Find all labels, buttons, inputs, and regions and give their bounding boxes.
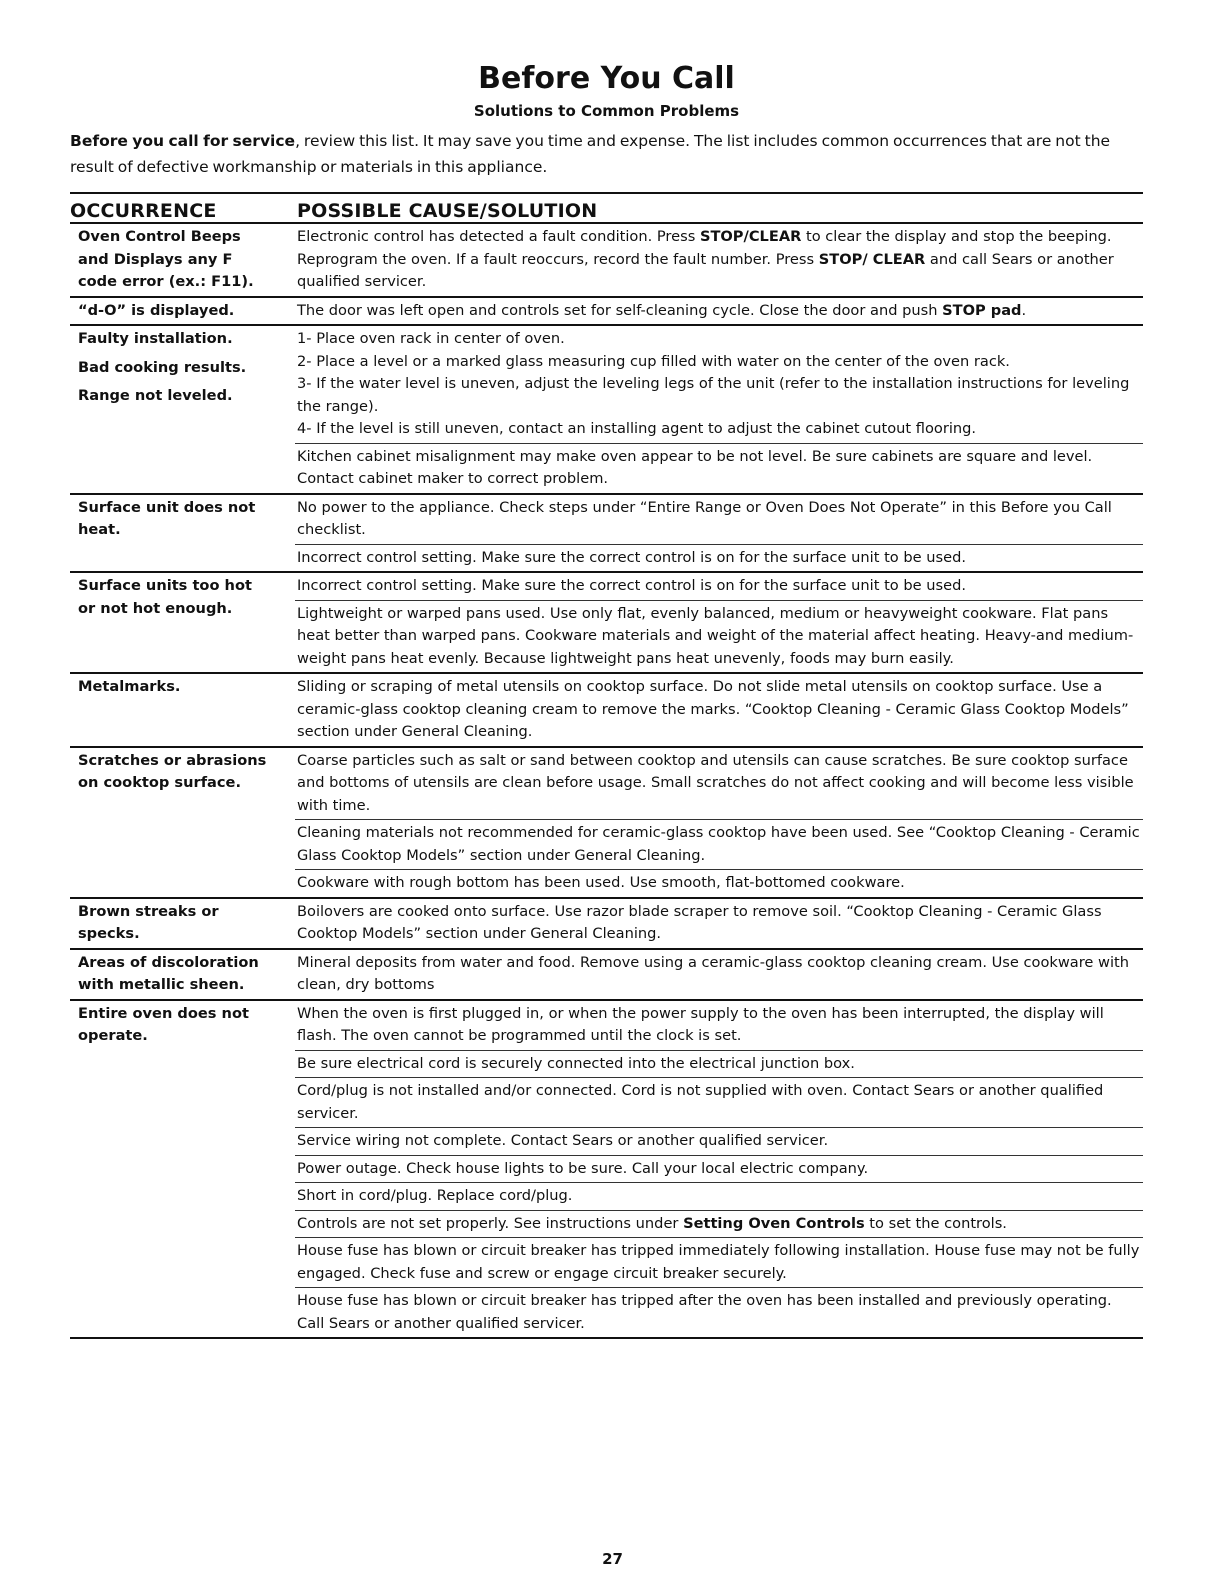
solution-emphasis: STOP pad [942,301,1022,319]
intro-paragraph [70,128,1143,180]
occurrence-text: with metallic sheen. [78,976,245,993]
solution-cell [295,1078,1143,1128]
occurrence-text: Surface units too hot [78,577,252,594]
solution-cell [295,820,1143,870]
solution-emphasis: STOP/ CLEAR [818,250,926,268]
occurrence-text: Areas of discoloration [78,953,259,971]
table-row [70,1000,1143,1051]
table-row [70,572,1143,600]
solution-cell [295,572,1143,600]
table-row [70,223,1143,297]
solution-cell [295,1000,1143,1051]
occurrence-cell [70,572,295,673]
solution-text: No power to the appliance. Check steps under “Entire Range or Oven Does Not Operate” in this Before you Call checklist. [297,498,1112,538]
solution-text: to clear the display and stop the beeping. Reprogram the oven. If a fault reoccurs, record the fault number. Press [297,228,1112,268]
table-row [70,949,1143,1000]
solution-step: 2- Place a level or a marked glass measuring cup filled with water on the center of the oven rack. [297,352,1010,370]
occurrence-text: Brown streaks or [78,902,219,920]
solution-cell [295,600,1143,673]
column-header-occurrence: OCCURRENCE [70,193,295,223]
solution-text: When the oven is first plugged in, or when the power supply to the oven has been interrupted, the display will flash. The oven cannot be programmed until the clock is set. [297,1004,1104,1044]
solution-text: Lightweight or warped pans used. Use only flat, evenly balanced, medium or heavyweight cookware. Flat pans heat better than warped pans. Cookware materials and weight of the material affect heating. Heavy-and medium- weight pans heat evenly. Because lightweight pans heat unevenly, foods may burn easily. [297,604,1134,667]
solution-cell [295,1288,1143,1339]
occurrence-text: or not hot enough. [78,599,233,617]
occurrence-cell [70,673,295,747]
solution-text: Sliding or scraping of metal utensils on cooktop surface. Do not slide metal utensils on cooktop surface. Use a ceramic-glass cooktop cleaning cream to remove the marks. “Cooktop Cleaning - Ceramic Glass Cooktop Models” section under General Cleaning. [297,678,1129,740]
solution-text: House fuse has blown or circuit breaker has tripped after the oven has been installed and previously operating. Call Sears or another qualified servicer. [297,1292,1112,1332]
occurrence-text: operate. [78,1027,148,1044]
occurrence-text: Bad cooking results. [78,358,247,376]
occurrence-text: Oven Control Beeps [78,228,241,245]
solution-text: Boilovers are cooked onto surface. Use razor blade scraper to remove soil. “Cooktop Cleaning - Ceramic Glass Cooktop Models” section under General Cleaning. [297,902,1102,942]
page-subtitle: Solutions to Common Problems [473,102,740,120]
occurrence-text: Surface unit does not [78,498,256,516]
solution-cell [295,870,1143,898]
solution-text: Incorrect control setting. Make sure the correct control is on for the surface unit to be used. [297,548,966,566]
occurrence-cell [70,297,295,326]
intro-lead: Before you call for service [70,132,296,150]
solution-cell [295,494,1143,545]
solution-text: Electronic control has detected a fault condition. Press [297,228,700,245]
table-row [70,494,1143,545]
occurrence-text: Entire oven does not [78,1004,249,1022]
solution-cell [295,223,1143,297]
solution-text: Cookware with rough bottom has been used. Use smooth, flat-bottomed cookware. [297,874,905,891]
occurrence-cell [70,1000,295,1339]
page-title: Before You Call [478,61,735,96]
occurrence-cell [70,949,295,1000]
solution-text: to set the controls. [864,1214,1007,1232]
solution-cell [295,949,1143,1000]
occurrence-text: Scratches or abrasions [78,751,267,769]
solution-cell [295,1238,1143,1288]
solution-text: Controls are not set properly. See instructions under [297,1214,684,1232]
occurrence-text: Metalmarks. [78,678,181,695]
solution-step: 1- Place oven rack in center of oven. [297,330,565,347]
page-number: 27 [602,1550,623,1568]
occurrence-text: Faulty installation. [78,330,233,347]
solution-text: Coarse particles such as salt or sand between cooktop and utensils can cause scratches. Be sure cooktop surface and bottoms of utensils are clean before usage. Small scratches do not affect cooking and will become less visible with time. [297,751,1134,814]
solution-cell [295,443,1143,494]
occurrence-text: specks. [78,925,140,942]
solution-step: 4- If the level is still uneven, contact an installing agent to adjust the cabinet cutout flooring. [297,420,977,437]
table-row [70,325,1143,443]
table-row [70,898,1143,949]
solution-cell [295,898,1143,949]
column-header-solution: POSSIBLE CAUSE/SOLUTION [295,193,1143,223]
solution-cell [295,1128,1143,1156]
solution-cell [295,747,1143,820]
table-body [70,223,1143,1338]
occurrence-text: “d-O” is displayed. [78,301,235,319]
occurrence-text: heat. [78,521,121,538]
solution-text: Be sure electrical cord is securely connected into the electrical junction box. [297,1054,855,1072]
table-row [70,747,1143,820]
occurrence-text: on cooktop surface. [78,774,241,791]
solution-text: Kitchen cabinet misalignment may make oven appear to be not level. Be sure cabinets are square and level. Contact cabinet maker to correct problem. [297,447,1093,487]
troubleshooting-table [70,192,1143,1339]
solution-cell [295,673,1143,747]
solution-text: The door was left open and controls set for self-cleaning cycle. Close the door and push [297,301,943,319]
solution-cell [295,544,1143,572]
table-header-row [70,193,1143,223]
solution-cell [295,1183,1143,1211]
occurrence-text: and Displays any F [78,250,233,268]
solution-text: Service wiring not complete. Contact Sears or another qualified servicer. [297,1132,829,1149]
solution-text: Cord/plug is not installed and/or connected. Cord is not supplied with oven. Contact Sears or another qualified servicer. [297,1082,1104,1122]
solution-text: House fuse has blown or circuit breaker has tripped immediately following installation. House fuse may not be fully engaged. Check fuse and screw or engage circuit breaker securely. [297,1242,1140,1282]
table-row [70,297,1143,326]
solution-text: Short in cord/plug. Replace cord/plug. [297,1187,573,1204]
solution-text: Mineral deposits from water and food. Remove using a ceramic-glass cooktop cleaning cream. Use cookware with clean, dry bottoms [297,953,1129,993]
table-row [70,673,1143,747]
solution-cell [295,1050,1143,1078]
solution-emphasis: STOP/CLEAR [699,228,802,245]
occurrence-text: code error (ex.: F11). [78,273,254,290]
occurrence-cell [70,325,295,494]
intro-text: , review this list. It may save you time and expense. The list includes common occurrences that are not the result of defective workmanship or materials in this appliance. [70,132,1111,176]
solution-text: Power outage. Check house lights to be sure. Call your local electric company. [297,1159,869,1177]
solution-step: 3- If the water level is uneven, adjust the leveling legs of the unit (refer to the installation instructions for leveling the range). [297,375,1130,415]
solution-text: Incorrect control setting. Make sure the correct control is on for the surface unit to be used. [297,577,966,594]
solution-text: and call Sears or another qualified servicer. [297,250,1114,290]
occurrence-cell [70,747,295,898]
solution-cell [295,1155,1143,1183]
solution-text: Cleaning materials not recommended for ceramic-glass cooktop have been used. See “Cooktop Cleaning - Ceramic Glass Cooktop Models” section under General Cleaning. [297,824,1140,864]
occurrence-text: Range not leveled. [78,387,233,404]
occurrence-cell [70,898,295,949]
solution-text: . [1021,301,1027,319]
solution-cell [295,325,1143,443]
occurrence-cell [70,494,295,573]
document-page [70,60,1143,1339]
solution-emphasis: Setting Oven Controls [683,1214,865,1232]
solution-cell [295,1210,1143,1238]
occurrence-cell [70,223,295,297]
solution-cell [295,297,1143,326]
